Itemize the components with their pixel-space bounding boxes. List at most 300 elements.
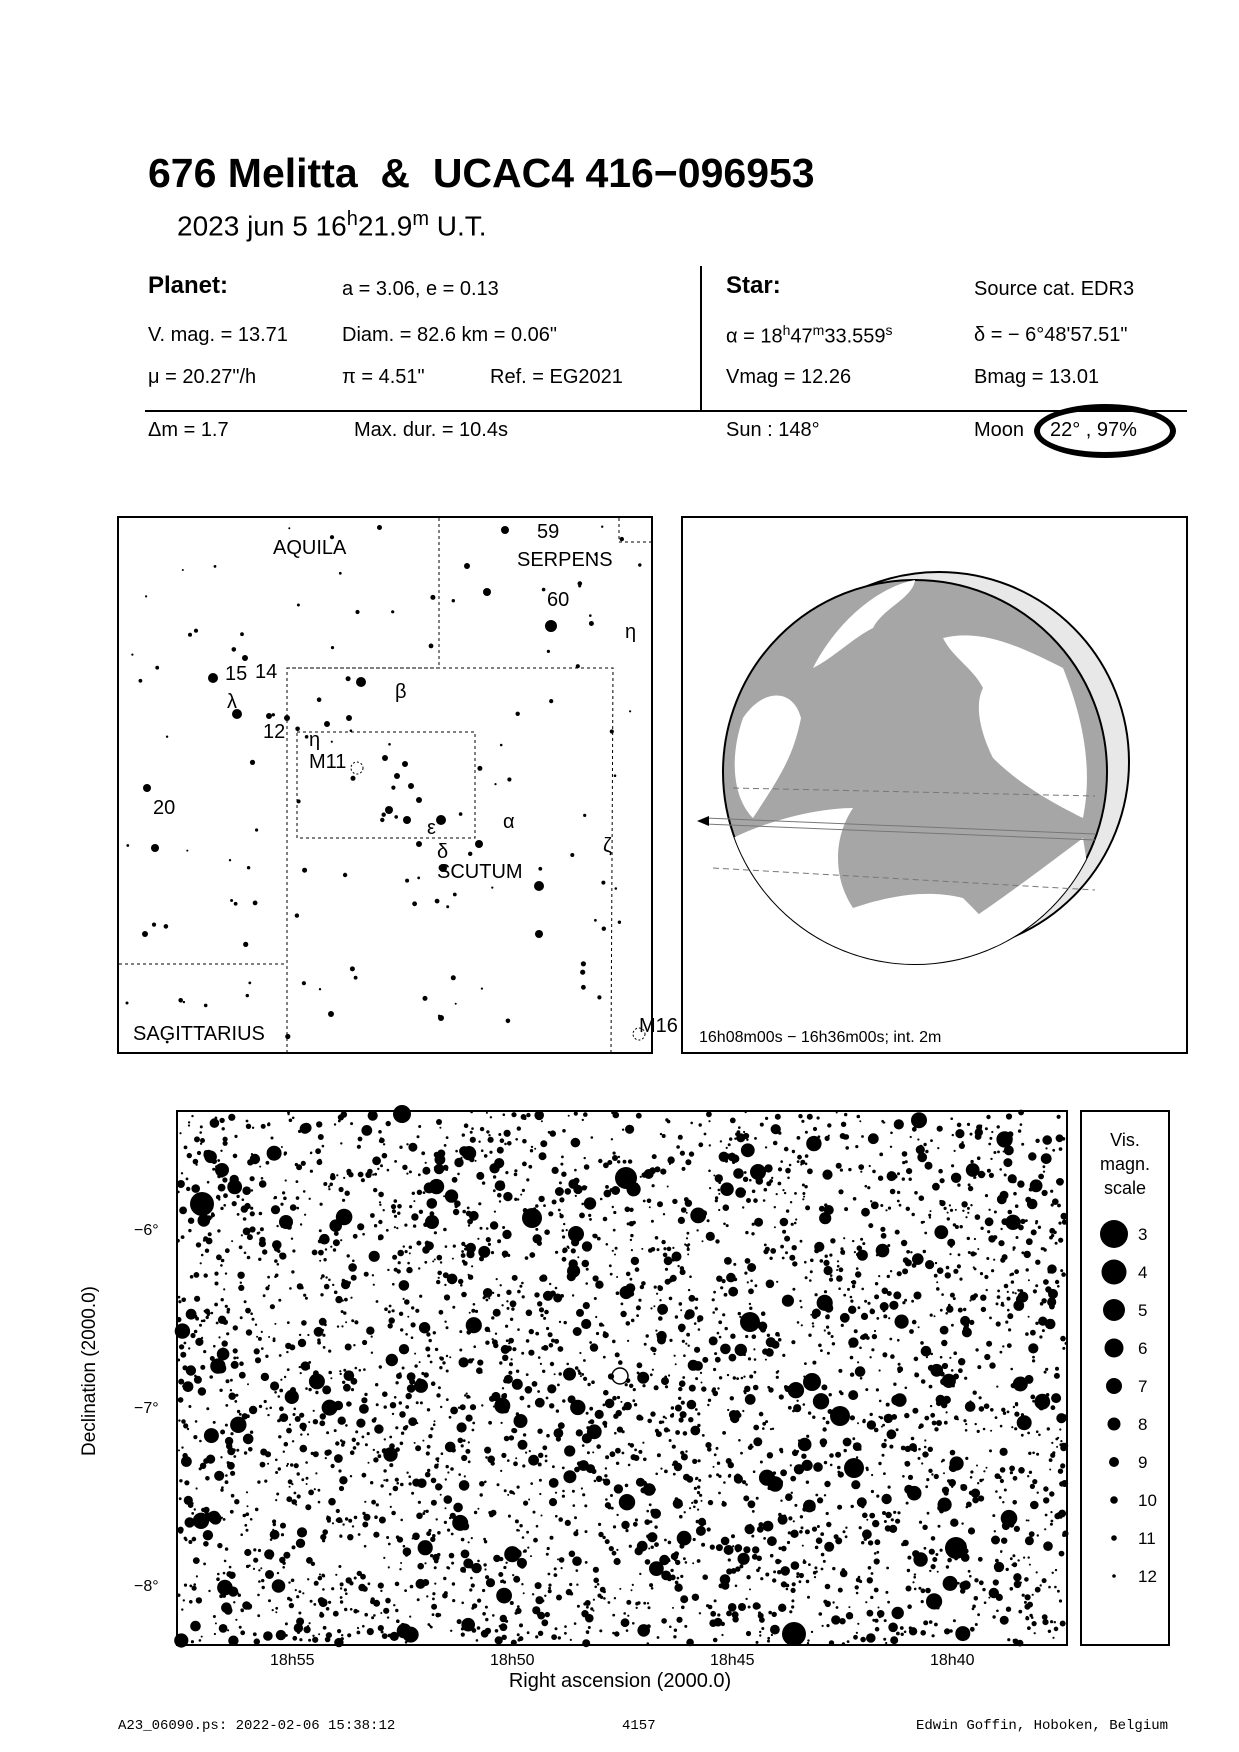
field-star (746, 1198, 751, 1203)
chart-star (126, 1002, 129, 1005)
field-star (698, 1459, 701, 1462)
field-star (549, 1498, 557, 1506)
field-star (767, 1637, 770, 1640)
field-star (717, 1387, 719, 1389)
field-star (296, 1164, 302, 1170)
field-star (901, 1240, 907, 1246)
field-star (607, 1505, 611, 1509)
field-star (664, 1539, 667, 1542)
field-star (651, 1587, 654, 1590)
field-star (968, 1186, 973, 1191)
field-star (507, 1307, 510, 1310)
field-star (333, 1611, 339, 1617)
field-star (522, 1295, 525, 1298)
field-star (261, 1373, 269, 1381)
field-star (526, 1113, 530, 1117)
field-star (1042, 1578, 1047, 1583)
star-field (178, 1112, 1066, 1644)
field-star (513, 1461, 518, 1466)
field-star (924, 1351, 927, 1354)
star-dec: δ = − 6°48'57.51" (974, 324, 1128, 346)
field-star (759, 1470, 775, 1486)
field-star (741, 1377, 744, 1380)
field-star (738, 1439, 741, 1442)
field-star (680, 1309, 682, 1311)
field-star (581, 1319, 591, 1329)
field-star (734, 1138, 736, 1140)
field-star (392, 1255, 397, 1260)
field-star (411, 1492, 414, 1495)
field-star (957, 1123, 962, 1128)
field-star (1013, 1573, 1021, 1581)
field-star (730, 1396, 734, 1400)
field-star (912, 1581, 914, 1583)
field-star (599, 1629, 602, 1632)
field-star (461, 1538, 465, 1542)
chart-star (506, 1019, 511, 1024)
field-star (629, 1545, 632, 1548)
field-star (435, 1348, 438, 1351)
field-star (1014, 1427, 1017, 1430)
field-star (1062, 1347, 1065, 1350)
field-star (654, 1542, 659, 1547)
field-star (710, 1545, 713, 1548)
field-star (844, 1207, 848, 1211)
field-star (863, 1333, 869, 1339)
field-star (838, 1588, 843, 1593)
field-star (564, 1632, 567, 1635)
field-star (649, 1206, 651, 1208)
field-star (969, 1299, 971, 1301)
field-star (922, 1451, 928, 1457)
label-lambda: λ (227, 691, 237, 713)
field-star (749, 1375, 753, 1379)
field-star (506, 1290, 511, 1295)
field-star (328, 1279, 331, 1282)
field-star (679, 1302, 683, 1306)
field-star (497, 1239, 501, 1243)
field-star (481, 1149, 484, 1152)
field-star (943, 1576, 958, 1591)
field-star (727, 1409, 729, 1411)
field-star (993, 1151, 996, 1154)
field-star (560, 1163, 563, 1166)
field-star (865, 1185, 868, 1188)
field-star (417, 1135, 420, 1138)
earth-globe (683, 518, 1186, 1052)
footer-author: Edwin Goffin, Hoboken, Belgium (916, 1718, 1169, 1734)
field-star (955, 1129, 964, 1138)
field-star (459, 1146, 469, 1156)
field-star (939, 1200, 942, 1203)
field-star (778, 1167, 782, 1171)
field-star (414, 1379, 428, 1393)
field-star (850, 1415, 855, 1420)
field-star (681, 1401, 685, 1405)
field-star (923, 1347, 925, 1349)
field-star (557, 1558, 559, 1560)
field-star (738, 1312, 741, 1315)
field-star (888, 1623, 898, 1633)
field-star (362, 1436, 365, 1439)
field-star (261, 1177, 264, 1180)
field-star (1026, 1238, 1033, 1245)
field-star (876, 1317, 879, 1320)
field-star (372, 1418, 377, 1423)
field-star (676, 1617, 682, 1623)
chart-star (601, 526, 603, 528)
field-star (686, 1333, 690, 1337)
chart-star (324, 721, 330, 727)
field-star (778, 1335, 780, 1337)
field-star (357, 1610, 359, 1612)
field-star (874, 1330, 876, 1332)
field-star (253, 1632, 257, 1636)
field-star (893, 1393, 907, 1407)
field-star (733, 1263, 736, 1266)
field-star (726, 1568, 732, 1574)
field-star (733, 1376, 736, 1379)
field-star (274, 1275, 277, 1278)
field-star (1051, 1319, 1054, 1322)
field-star (1000, 1616, 1009, 1625)
field-star (1055, 1242, 1058, 1245)
field-star (470, 1131, 473, 1134)
field-star (180, 1352, 186, 1358)
field-star (239, 1372, 246, 1379)
scale-title-line2: magn. (1099, 1154, 1151, 1174)
field-star (342, 1199, 345, 1202)
chart-star (350, 729, 353, 732)
field-star (469, 1565, 472, 1568)
field-star (883, 1314, 887, 1318)
field-star (371, 1500, 376, 1505)
field-star (309, 1622, 311, 1624)
field-star (461, 1455, 467, 1461)
field-star (283, 1451, 285, 1453)
field-star (318, 1597, 325, 1604)
field-star (781, 1546, 787, 1552)
field-star (1045, 1514, 1048, 1517)
field-star (813, 1393, 829, 1409)
field-star (723, 1481, 726, 1484)
field-star (789, 1255, 795, 1261)
field-star (517, 1633, 520, 1636)
field-star (736, 1377, 739, 1380)
field-star (566, 1589, 572, 1595)
field-star (364, 1501, 366, 1503)
field-star (415, 1309, 419, 1313)
field-star (275, 1471, 278, 1474)
star-field-panel (176, 1110, 1068, 1646)
field-star (314, 1327, 324, 1337)
field-star (426, 1451, 430, 1455)
field-star (765, 1420, 768, 1423)
field-star (685, 1561, 688, 1564)
field-star (234, 1400, 237, 1403)
field-star (546, 1327, 549, 1330)
field-star (199, 1467, 202, 1470)
field-star (850, 1356, 854, 1360)
field-star (178, 1529, 183, 1534)
field-star (366, 1327, 374, 1335)
field-star (581, 1203, 584, 1206)
field-star (460, 1284, 463, 1287)
field-star (838, 1189, 843, 1194)
field-star (538, 1196, 544, 1202)
field-star (455, 1150, 458, 1153)
field-star (1035, 1139, 1039, 1143)
field-star (994, 1211, 997, 1214)
field-star (992, 1514, 995, 1517)
field-star (542, 1370, 545, 1373)
field-star (486, 1299, 489, 1302)
field-star (409, 1483, 411, 1485)
field-star (884, 1355, 886, 1357)
field-star (201, 1254, 204, 1257)
field-star (432, 1613, 435, 1616)
field-star (216, 1363, 226, 1373)
field-star (803, 1403, 806, 1406)
field-star (373, 1614, 376, 1617)
field-star (1059, 1428, 1061, 1430)
field-star (574, 1516, 577, 1519)
field-star (782, 1354, 785, 1357)
field-star (273, 1339, 276, 1342)
chart-star (614, 774, 617, 777)
field-star (347, 1534, 353, 1540)
field-star (370, 1481, 373, 1484)
field-star (791, 1605, 794, 1608)
field-star (286, 1351, 288, 1353)
field-star (458, 1473, 461, 1476)
field-star (824, 1542, 834, 1552)
field-star (626, 1600, 631, 1605)
field-star (762, 1348, 768, 1354)
field-star (649, 1583, 653, 1587)
field-star (185, 1517, 195, 1527)
field-star (403, 1298, 405, 1300)
chart-star (232, 647, 237, 652)
field-star (353, 1234, 358, 1239)
field-star (611, 1138, 613, 1140)
field-star (548, 1587, 551, 1590)
chart-star (391, 610, 394, 613)
field-star (826, 1624, 829, 1627)
field-star (752, 1190, 756, 1194)
field-star (350, 1450, 355, 1455)
field-star (988, 1143, 991, 1146)
field-star (542, 1445, 547, 1450)
field-star (215, 1117, 218, 1120)
field-star (461, 1250, 464, 1253)
field-star (484, 1540, 487, 1543)
field-star (410, 1585, 414, 1589)
field-star (347, 1172, 350, 1175)
field-star (481, 1630, 489, 1638)
field-star (623, 1612, 626, 1615)
field-star (588, 1214, 591, 1217)
field-star (952, 1384, 955, 1387)
field-star (378, 1454, 382, 1458)
field-star (375, 1383, 378, 1386)
chart-star (317, 697, 322, 702)
field-star (519, 1524, 522, 1527)
field-star (554, 1373, 556, 1375)
field-star (358, 1533, 361, 1536)
field-star (396, 1373, 402, 1379)
star-bmag: Bmag = 13.01 (974, 366, 1100, 388)
field-star (276, 1225, 278, 1227)
field-star (932, 1183, 940, 1191)
field-star (709, 1187, 711, 1189)
field-star (364, 1545, 367, 1548)
field-star (282, 1566, 285, 1569)
chart-star (483, 588, 491, 596)
field-star (790, 1530, 798, 1538)
field-star (401, 1623, 405, 1627)
field-star (416, 1241, 421, 1246)
field-star (529, 1329, 534, 1334)
field-star (1018, 1292, 1029, 1303)
field-star (230, 1389, 232, 1391)
field-star (791, 1301, 793, 1303)
field-star (225, 1437, 233, 1445)
field-star (436, 1184, 438, 1186)
field-star (995, 1416, 998, 1419)
field-star (895, 1519, 900, 1524)
field-star (684, 1312, 692, 1320)
field-star (347, 1633, 351, 1637)
field-star (417, 1563, 424, 1570)
field-star (627, 1340, 629, 1342)
field-star (388, 1566, 390, 1568)
chart-star (139, 679, 143, 683)
field-star (872, 1170, 876, 1174)
field-star (593, 1599, 595, 1601)
field-star (992, 1615, 995, 1618)
chart-star (285, 1034, 290, 1039)
field-star (625, 1207, 631, 1213)
field-star (1011, 1426, 1013, 1428)
field-star (206, 1316, 209, 1319)
field-star (328, 1350, 331, 1353)
field-star (674, 1551, 679, 1556)
field-star (362, 1625, 365, 1628)
chart-star (475, 840, 483, 848)
field-star (814, 1576, 816, 1578)
field-star (403, 1547, 412, 1556)
field-star (186, 1365, 196, 1375)
field-star (252, 1127, 254, 1129)
field-star (261, 1579, 264, 1582)
field-star (195, 1139, 197, 1141)
field-star (268, 1122, 271, 1125)
field-star (779, 1394, 784, 1399)
field-star (770, 1554, 774, 1558)
field-star (997, 1295, 1001, 1299)
field-star (1056, 1413, 1066, 1423)
field-star (827, 1352, 830, 1355)
field-star (658, 1316, 663, 1321)
field-star (287, 1463, 289, 1465)
field-star (921, 1588, 926, 1593)
field-star (461, 1444, 464, 1447)
field-star (199, 1440, 202, 1443)
field-star (807, 1642, 809, 1644)
field-star (1055, 1438, 1058, 1441)
field-star (780, 1218, 789, 1227)
field-star (875, 1282, 878, 1285)
field-star (419, 1361, 421, 1363)
field-star (614, 1484, 623, 1493)
field-star (563, 1368, 576, 1381)
star-ra (726, 322, 893, 349)
field-star (509, 1435, 514, 1440)
field-star (291, 1238, 293, 1240)
field-star (497, 1193, 502, 1198)
planet-parallax: π = 4.51" (342, 366, 425, 388)
field-star (502, 1251, 509, 1258)
field-star (672, 1247, 674, 1249)
field-star (330, 1175, 336, 1181)
field-star (279, 1253, 286, 1260)
field-star (728, 1143, 731, 1146)
field-star (674, 1584, 682, 1592)
field-star (690, 1208, 706, 1224)
field-star (450, 1407, 458, 1415)
field-star (974, 1596, 979, 1601)
field-bright-star (215, 1163, 229, 1177)
field-star (1014, 1412, 1019, 1417)
field-star (895, 1230, 900, 1235)
field-star (893, 1383, 896, 1386)
field-star (637, 1624, 650, 1637)
field-star (502, 1579, 505, 1582)
field-star (974, 1252, 977, 1255)
field-star (444, 1284, 446, 1286)
field-star (918, 1457, 921, 1460)
field-star (365, 1172, 371, 1178)
field-star (922, 1525, 927, 1530)
field-star (659, 1299, 661, 1301)
field-star (695, 1377, 698, 1380)
scale-dot (1100, 1220, 1128, 1248)
field-star (761, 1627, 764, 1630)
field-star (328, 1498, 336, 1506)
field-star (401, 1345, 404, 1348)
field-star (350, 1608, 353, 1611)
field-star (399, 1401, 402, 1404)
field-star (832, 1342, 835, 1345)
field-star (724, 1257, 732, 1265)
field-star (188, 1540, 192, 1544)
chart-star (438, 1015, 441, 1018)
field-star (883, 1309, 886, 1312)
field-star (803, 1500, 816, 1513)
field-star (514, 1169, 517, 1172)
field-star (719, 1336, 722, 1339)
field-star (837, 1260, 839, 1262)
field-star (747, 1263, 756, 1272)
field-star (360, 1422, 363, 1425)
field-star (451, 1448, 456, 1453)
field-star (301, 1161, 306, 1166)
field-star (686, 1639, 694, 1647)
field-star (842, 1252, 845, 1255)
field-star (323, 1182, 327, 1186)
field-star (1030, 1395, 1035, 1400)
